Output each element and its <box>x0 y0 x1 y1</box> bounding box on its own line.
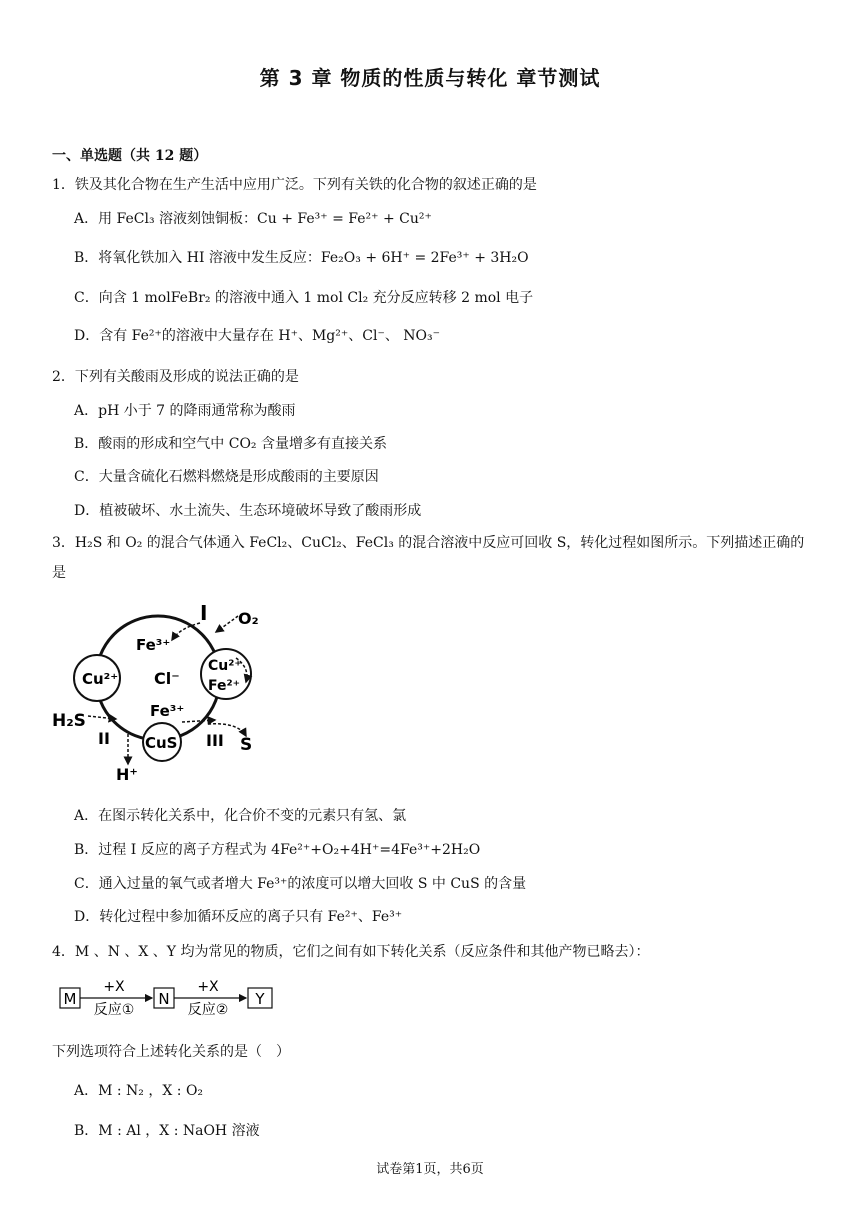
reaction-flow-diagram <box>58 976 278 1020</box>
sulfur-recovery-diagram <box>50 598 280 788</box>
question-4-option-a: A．M : N₂ ，X : O₂ <box>74 1083 204 1099</box>
flow-reaction-1: 反应① <box>93 1002 135 1018</box>
fe3-top-arrow <box>172 623 200 640</box>
question-3-option-a: A．在图示转化关系中，化合价不变的元素只有氢、氯 <box>74 808 407 824</box>
label-fe3-mid: Fe³⁺ <box>150 702 185 720</box>
flow-plus-x-1: +X <box>103 979 125 995</box>
flow-plus-x-2: +X <box>197 979 219 995</box>
question-4-option-b: B．M : Al ，X : NaOH 溶液 <box>74 1123 260 1139</box>
label-roman-3: III <box>206 731 224 750</box>
label-cus: CuS <box>145 734 178 752</box>
label-o2: O₂ <box>238 609 259 628</box>
label-hplus: H⁺ <box>116 765 138 784</box>
label-roman-2: II <box>98 729 110 748</box>
question-2-option-d: D．植被破坏、水土流失、生态环境破坏导致了酸雨形成 <box>74 503 422 519</box>
label-fe-right: Fe²⁺ <box>208 678 241 694</box>
question-1-option-c: C．向含 1 molFeBr₂ 的溶液中通入 1 mol Cl₂ 充分反应转移 2 mol 电子 <box>74 290 534 306</box>
flow-reaction-2: 反应② <box>187 1002 229 1018</box>
fe3-mid-arrow <box>182 720 215 722</box>
flow-m: M <box>63 990 77 1008</box>
question-4-stem: 4．M 、N 、X 、Y 均为常见的物质，它们之间有如下转化关系（反应条件和其他产物已略去）： <box>52 944 650 960</box>
question-1-option-b: B．将氧化铁加入 HI 溶液中发生反应：Fe₂O₃ + 6H⁺ = 2Fe³⁺ + 3H₂O <box>74 250 529 266</box>
question-2-option-a: A．pH 小于 7 的降雨通常称为酸雨 <box>74 403 296 419</box>
label-fe3-top: Fe³⁺ <box>136 636 171 654</box>
label-cu-right: Cu²⁺ <box>208 658 242 674</box>
flow-y: Y <box>255 990 265 1008</box>
o2-arrow <box>216 616 238 632</box>
question-3-option-b: B．过程 I 反应的离子方程式为 4Fe²⁺+O₂+4H⁺=4Fe³⁺+2H₂O <box>74 842 481 858</box>
question-3-option-d: D．转化过程中参加循环反应的离子只有 Fe²⁺、Fe³⁺ <box>74 909 403 925</box>
label-roman-1: I <box>200 601 208 625</box>
page-footer: 试卷第1页，共6页 <box>376 1162 484 1177</box>
flow-n: N <box>158 990 170 1008</box>
question-4-prompt: 下列选项符合上述转化关系的是（ ） <box>52 1044 290 1060</box>
question-2-stem: 2．下列有关酸雨及形成的说法正确的是 <box>52 369 299 385</box>
label-s: S <box>240 735 253 755</box>
question-3-stem: 3．H₂S 和 O₂ 的混合气体通入 FeCl₂、CuCl₂、FeCl₃ 的混合溶液中反应可回收 S，转化过程如图所示。下列描述正确的是 <box>52 535 805 581</box>
section-heading: 一、单选题（共 12 题） <box>52 148 208 164</box>
page-title: 第 3 章 物质的性质与转化 章节测试 <box>259 66 601 90</box>
question-2-option-b: B．酸雨的形成和空气中 CO₂ 含量增多有直接关系 <box>74 436 387 452</box>
question-1-option-d: D．含有 Fe²⁺的溶液中大量存在 H⁺、Mg²⁺、Cl⁻、 NO₃⁻ <box>74 328 441 344</box>
question-1-stem: 1．铁及其化合物在生产生活中应用广泛。下列有关铁的化合物的叙述正确的是 <box>52 177 537 193</box>
label-cl: Cl⁻ <box>154 669 180 688</box>
label-cu-left: Cu²⁺ <box>82 670 119 688</box>
question-1-option-a: A．用 FeCl₃ 溶液刻蚀铜板：Cu + Fe³⁺ = Fe²⁺ + Cu²⁺ <box>74 211 432 227</box>
label-h2s: H₂S <box>52 711 86 731</box>
question-3-option-c: C．通入过量的氧气或者增大 Fe³⁺的浓度可以增大回收 S 中 CuS 的含量 <box>74 876 527 892</box>
question-2-option-c: C．大量含硫化石燃料燃烧是形成酸雨的主要原因 <box>74 469 379 485</box>
